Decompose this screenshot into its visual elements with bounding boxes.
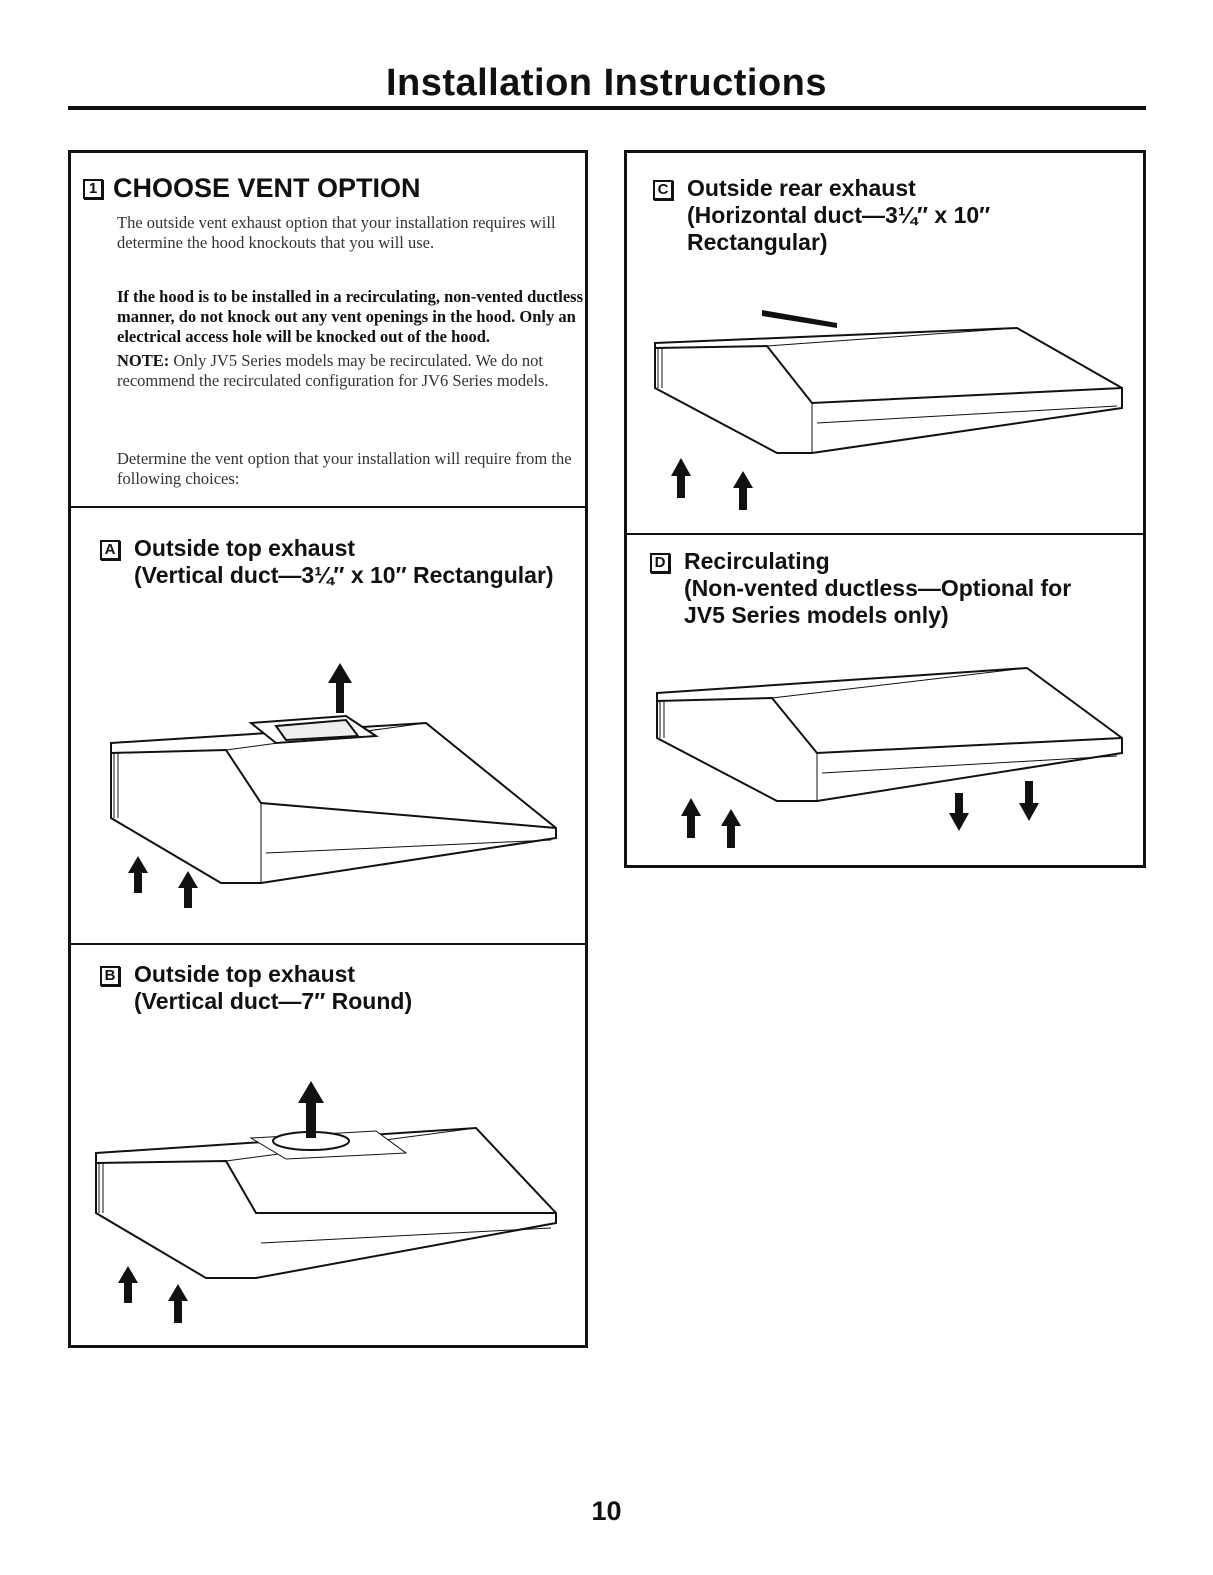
air-intake-arrow-icon-2 bbox=[733, 471, 753, 510]
hood-rear-exhaust-illustration bbox=[647, 298, 1127, 518]
option-b-subtitle: (Vertical duct—7″ Round) bbox=[134, 988, 413, 1014]
option-d-subtitle-1: (Non-vented ductless—Optional for bbox=[684, 575, 1072, 601]
exhaust-up-arrow-icon bbox=[328, 663, 352, 713]
air-intake-arrow-icon bbox=[671, 458, 691, 498]
divider-d bbox=[627, 533, 1143, 535]
determine-paragraph: Determine the vent option that your installation will require from the following choices: bbox=[117, 449, 572, 488]
note-label: NOTE: bbox=[117, 351, 170, 370]
recirculated-air-down-arrow-icon bbox=[949, 793, 969, 831]
air-intake-arrow-icon bbox=[118, 1266, 138, 1303]
option-d-heading bbox=[654, 548, 1072, 629]
recirculating-warning: If the hood is to be installed in a recirculating, non-vented ductless manner, do not knock out any vent openings in the hood. Only an electrical access hole will be knocked out of the hood. bbox=[117, 287, 584, 346]
option-b-title: Outside top exhaust bbox=[134, 961, 356, 987]
page-number: 10 bbox=[591, 1496, 622, 1526]
option-c-title: Outside rear exhaust bbox=[687, 175, 916, 201]
divider-a bbox=[71, 506, 585, 508]
option-a-badge: A bbox=[100, 540, 120, 560]
option-a-heading bbox=[104, 535, 554, 589]
option-b-badge: B bbox=[100, 966, 120, 986]
recirculated-air-down-arrow-icon-2 bbox=[1019, 781, 1039, 821]
option-a-title: Outside top exhaust bbox=[134, 535, 356, 561]
option-d-title: Recirculating bbox=[684, 548, 830, 574]
intro-paragraph: The outside vent exhaust option that your installation requires will determine the hood knockouts that you will use. bbox=[117, 213, 556, 252]
step-number-badge: 1 bbox=[83, 179, 103, 199]
step-heading bbox=[83, 173, 421, 204]
divider-b bbox=[71, 943, 585, 945]
option-c-subtitle-2: Rectangular) bbox=[687, 229, 828, 255]
option-c-badge: C bbox=[653, 180, 673, 200]
page-title: Installation Instructions bbox=[385, 62, 828, 104]
note-paragraph bbox=[117, 351, 595, 391]
title-rule bbox=[68, 106, 1146, 110]
hood-top-round-illustration bbox=[86, 1073, 566, 1333]
option-a-subtitle: (Vertical duct—3¼″ x 10″ Rectangular) bbox=[134, 562, 554, 588]
air-intake-arrow-icon-2 bbox=[178, 871, 198, 908]
air-intake-arrow-icon-2 bbox=[168, 1284, 188, 1323]
exhaust-up-arrow-icon bbox=[298, 1081, 324, 1138]
air-intake-arrow-icon bbox=[681, 798, 701, 838]
option-b-heading bbox=[104, 961, 413, 1015]
step-title: CHOOSE VENT OPTION bbox=[113, 173, 421, 203]
option-d-subtitle-2: JV5 Series models only) bbox=[684, 602, 949, 628]
rear-exhaust-arrow-icon bbox=[762, 310, 837, 328]
air-intake-arrow-icon bbox=[128, 856, 148, 893]
option-c-subtitle-1: (Horizontal duct—3¼″ x 10″ bbox=[687, 202, 991, 228]
left-column-box bbox=[68, 150, 588, 1348]
hood-top-rectangular-illustration bbox=[96, 658, 566, 918]
note-text: Only JV5 Series models may be recirculated. We do not recommend the recirculated configuration for JV6 Series models. bbox=[117, 351, 549, 390]
air-intake-arrow-icon-2 bbox=[721, 809, 741, 848]
hood-recirculating-illustration bbox=[647, 653, 1127, 863]
right-column-box bbox=[624, 150, 1146, 868]
option-c-heading bbox=[657, 175, 991, 256]
option-d-badge: D bbox=[650, 553, 670, 573]
